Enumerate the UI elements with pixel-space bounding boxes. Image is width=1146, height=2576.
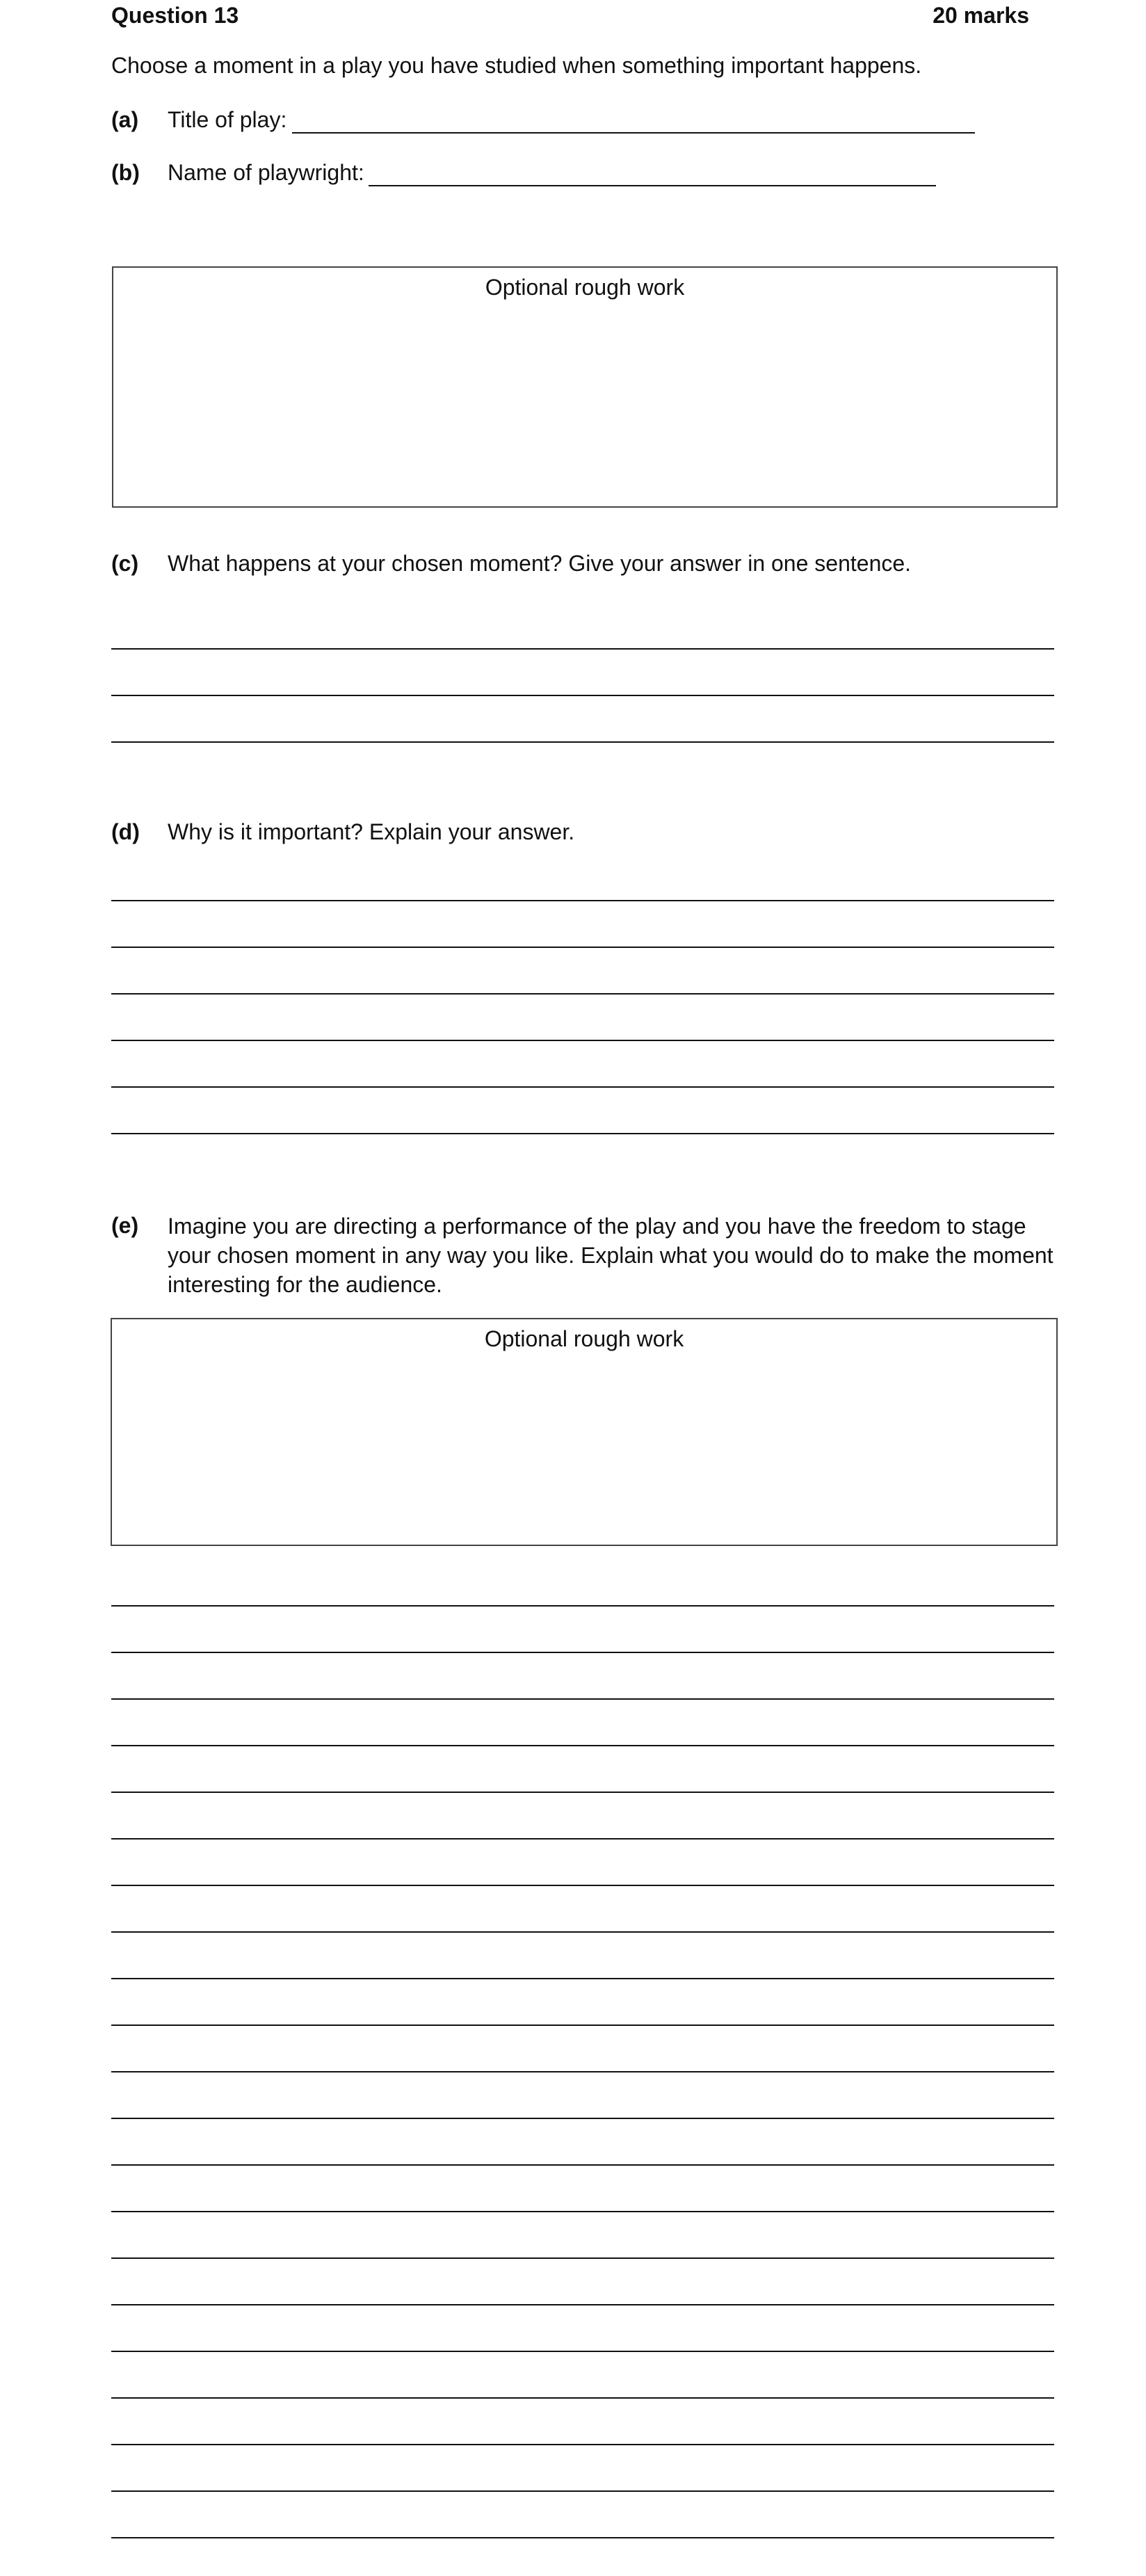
part-e-answer-line[interactable]: [111, 2490, 1054, 2492]
rough-work-title-1: Optional rough work: [485, 275, 685, 300]
part-c-answer-line[interactable]: [111, 695, 1054, 696]
part-e-text: Imagine you are directing a performance of the play and you have the freedom to stage your chosen moment in any way you like. Explain what you would do to make the moment interesting for the audience.: [168, 1214, 1054, 1297]
part-b-label: (b): [111, 160, 140, 185]
part-d-answer-line[interactable]: [111, 993, 1054, 995]
part-c-text: What happens at your chosen moment? Give your answer in one sentence.: [168, 551, 912, 576]
part-c-answer-line[interactable]: [111, 741, 1054, 743]
part-e-answer-line[interactable]: [111, 2118, 1054, 2119]
part-b-text: Name of playwright:: [168, 160, 364, 185]
question-intro: Choose a moment in a play you have studied when something important happens.: [111, 53, 922, 78]
part-e-answer-line[interactable]: [111, 1885, 1054, 1886]
part-e-label: (e): [111, 1213, 139, 1238]
question-marks: 20 marks: [933, 3, 1029, 28]
part-d-text: Why is it important? Explain your answer.: [168, 819, 575, 844]
part-e-answer-line[interactable]: [111, 2211, 1054, 2212]
part-a-text: Title of play:: [168, 107, 287, 132]
part-c-answer-line[interactable]: [111, 648, 1054, 650]
part-d-answer-line[interactable]: [111, 1133, 1054, 1134]
part-e-answer-line[interactable]: [111, 1792, 1054, 1793]
title-of-play-answer-line[interactable]: [292, 132, 975, 134]
part-e-answer-line[interactable]: [111, 2257, 1054, 2259]
part-e-answer-line[interactable]: [111, 1652, 1054, 1653]
part-d-answer-line[interactable]: [111, 1040, 1054, 1041]
rough-work-title-2: Optional rough work: [484, 1326, 684, 1351]
part-e-answer-line[interactable]: [111, 2444, 1054, 2445]
part-e-answer-line[interactable]: [111, 1745, 1054, 1746]
part-e-answer-line[interactable]: [111, 2304, 1054, 2305]
part-e-answer-line[interactable]: [111, 1978, 1054, 1979]
part-d-answer-line[interactable]: [111, 900, 1054, 901]
part-d-answer-line[interactable]: [111, 1086, 1054, 1088]
part-e-answer-line[interactable]: [111, 1698, 1054, 1700]
part-c-label: (c): [111, 551, 139, 576]
part-d-label: (d): [111, 819, 140, 844]
playwright-answer-line[interactable]: [369, 185, 936, 186]
part-e-answer-line[interactable]: [111, 1838, 1054, 1840]
question-title: Question 13: [111, 3, 239, 28]
rough-work-box-2[interactable]: [111, 1318, 1058, 1546]
part-e-answer-line[interactable]: [111, 2397, 1054, 2399]
part-e-answer-line[interactable]: [111, 2024, 1054, 2026]
part-e-answer-line[interactable]: [111, 2071, 1054, 2072]
part-a-label: (a): [111, 107, 139, 132]
rough-work-box-1[interactable]: [112, 266, 1058, 508]
part-e-answer-line[interactable]: [111, 2351, 1054, 2352]
part-e-answer-line[interactable]: [111, 1605, 1054, 1607]
part-e-answer-line[interactable]: [111, 2164, 1054, 2166]
part-d-answer-line[interactable]: [111, 947, 1054, 948]
part-e-answer-line[interactable]: [111, 1931, 1054, 1933]
part-e-answer-line[interactable]: [111, 2537, 1054, 2538]
